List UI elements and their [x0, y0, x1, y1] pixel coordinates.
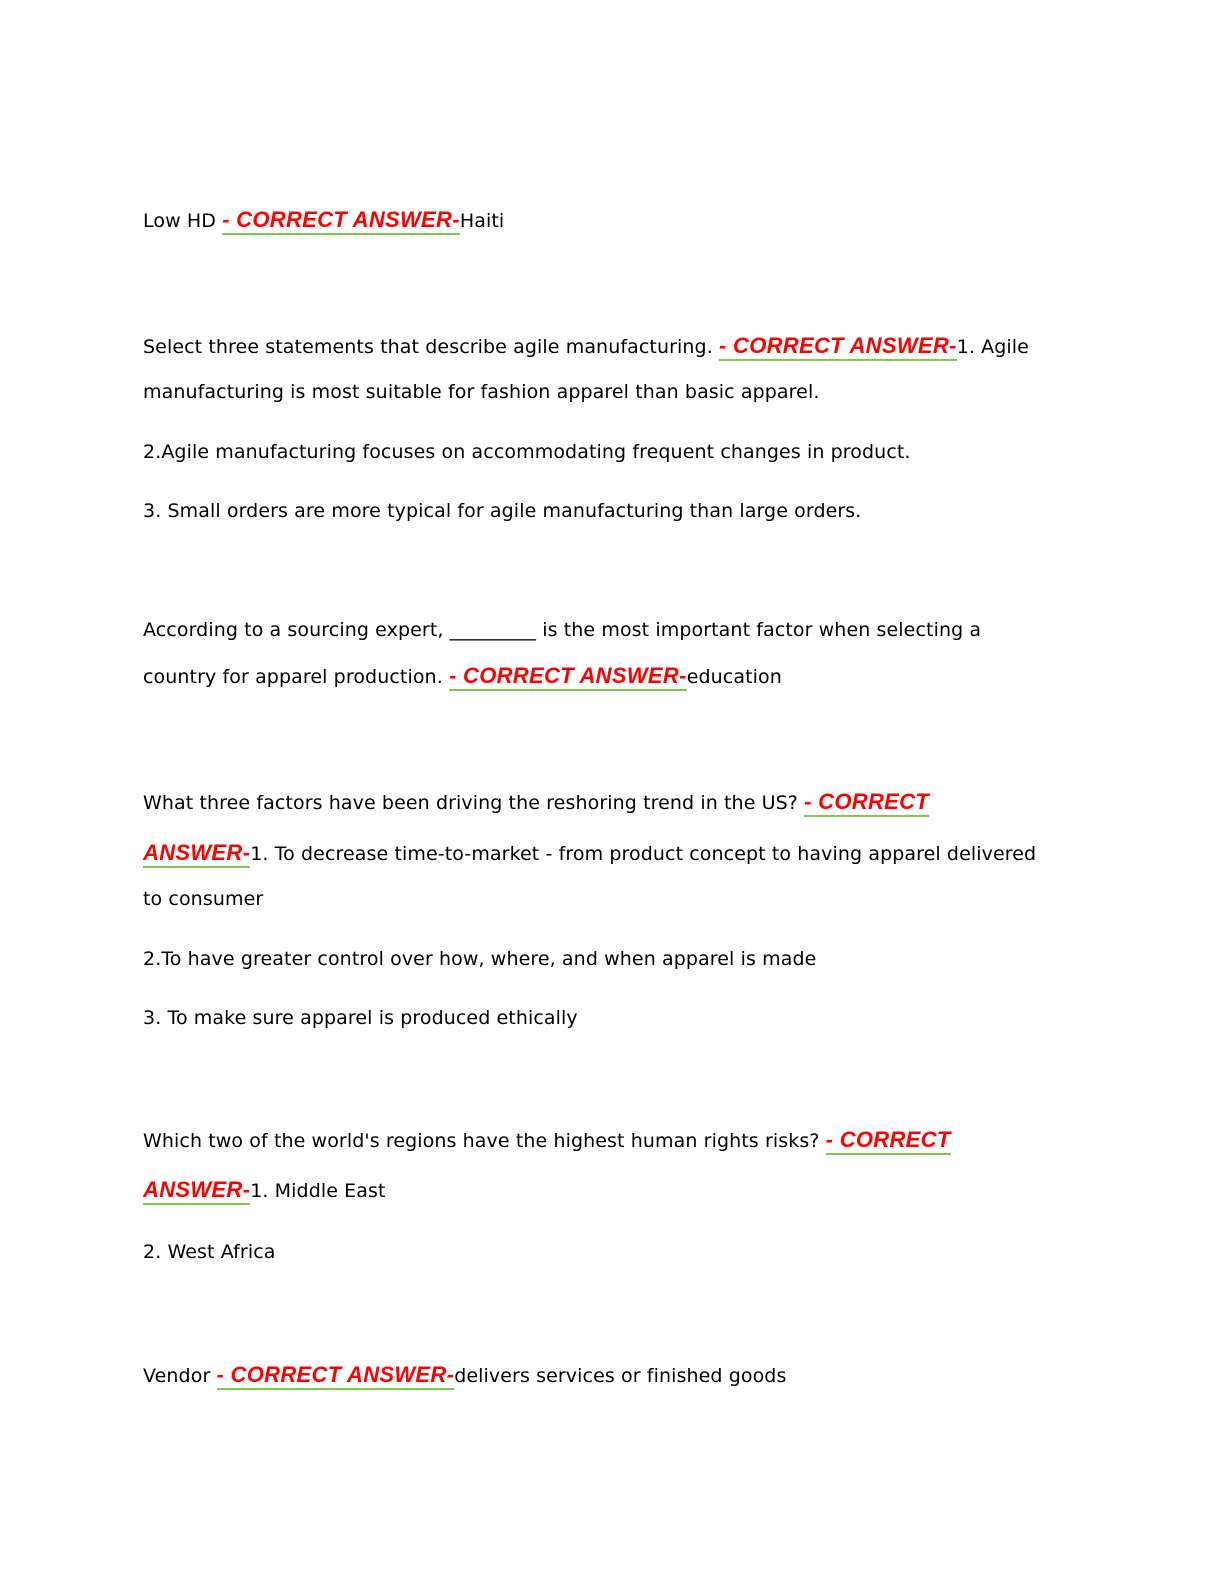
answer-text: delivers services or finished goods: [454, 1365, 787, 1387]
qa-item-agile-question: [143, 334, 1029, 359]
answer-line: [143, 1178, 386, 1203]
question-text: Select three statements that describe agile manufacturing.: [143, 336, 719, 358]
answer-text: 1. Agile: [956, 336, 1029, 358]
qa-item-reshoring: [143, 790, 929, 815]
qa-item-sourcing-expert: [143, 664, 782, 689]
answer-text: Haiti: [459, 210, 505, 232]
qa-item-human-rights: [143, 1128, 951, 1153]
correct-answer-marker: ANSWER-: [143, 1177, 250, 1205]
question-text: What three factors have been driving the reshoring trend in the US?: [143, 792, 805, 814]
correct-answer-marker: - CORRECT ANSWER-: [719, 333, 957, 361]
answer-line: 3. To make sure apparel is produced ethically: [143, 1007, 578, 1029]
correct-answer-marker: - CORRECT ANSWER-: [222, 207, 460, 235]
answer-line: to consumer: [143, 888, 264, 910]
answer-line: 3. Small orders are more typical for agile manufacturing than large orders.: [143, 500, 862, 522]
qa-item-vendor: [143, 1363, 786, 1388]
answer-line: 2.Agile manufacturing focuses on accommodating frequent changes in product.: [143, 441, 911, 463]
question-line: According to a sourcing expert, _________ is the most important factor when selecting a: [143, 619, 982, 641]
answer-text: education: [686, 666, 782, 688]
question-text: country for apparel production.: [143, 666, 449, 688]
answer-line: [143, 841, 1036, 866]
qa-item-low-hd: [143, 208, 504, 233]
answer-line: manufacturing is most suitable for fashion apparel than basic apparel.: [143, 381, 820, 403]
answer-line: 2.To have greater control over how, where, and when apparel is made: [143, 948, 817, 970]
correct-answer-marker: - CORRECT: [826, 1127, 951, 1155]
question-text: Vendor: [143, 1365, 217, 1387]
correct-answer-marker: - CORRECT: [804, 789, 929, 817]
correct-answer-marker: - CORRECT ANSWER-: [449, 663, 687, 691]
answer-line: 2. West Africa: [143, 1241, 276, 1263]
answer-text: 1. Middle East: [250, 1180, 386, 1202]
correct-answer-marker: - CORRECT ANSWER-: [217, 1362, 455, 1390]
question-text: Which two of the world's regions have the highest human rights risks?: [143, 1130, 826, 1152]
question-text: Low HD: [143, 210, 223, 232]
answer-text: 1. To decrease time-to-market - from product concept to having apparel delivered: [250, 843, 1037, 865]
correct-answer-marker: ANSWER-: [143, 840, 250, 868]
